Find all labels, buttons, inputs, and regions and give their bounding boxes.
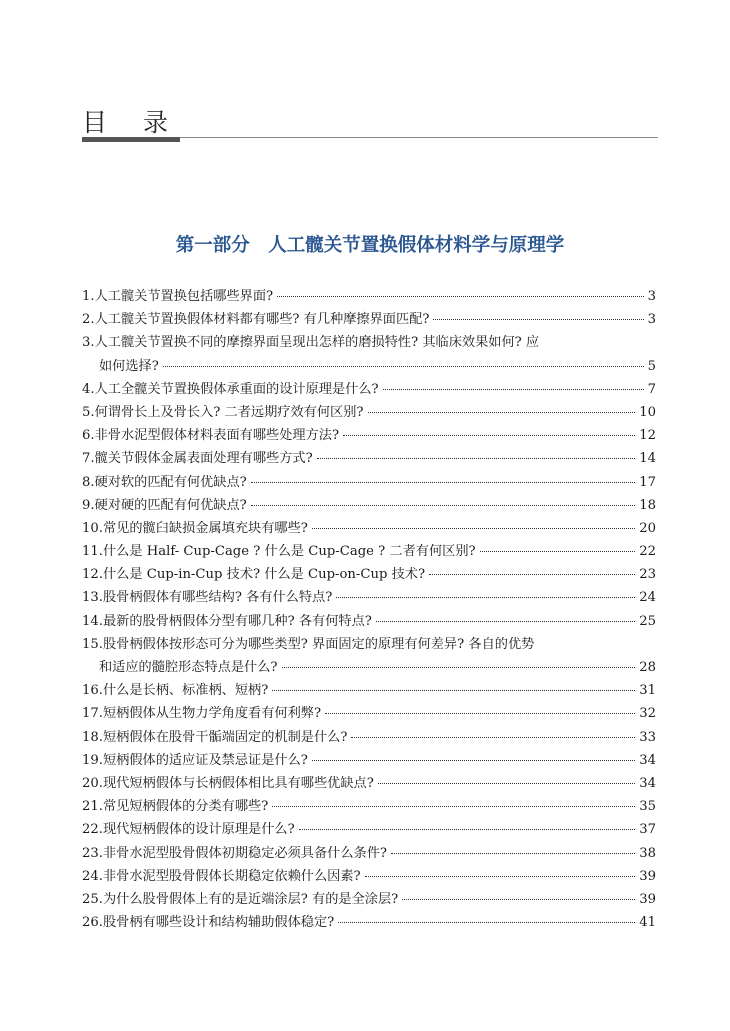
entry-title: 为什么股骨假体上有的是近端涂层? 有的是全涂层?	[102, 891, 399, 907]
entry-page-number: 22	[639, 544, 656, 560]
entry-page-number: 34	[639, 775, 656, 791]
entry-number: 8.	[82, 474, 95, 490]
entry-number: 19.	[82, 752, 103, 768]
entry-number: 18.	[82, 729, 103, 745]
entry-title: 人工髋关节置换包括哪些界面?	[94, 289, 274, 304]
entry-number: 9.	[82, 497, 95, 513]
dot-leader	[325, 713, 635, 714]
toc-entry[interactable]	[82, 633, 656, 656]
entry-title: 短柄假体在股骨干骺端固定的机制是什么?	[102, 729, 348, 745]
toc-entry[interactable]	[82, 865, 656, 888]
entry-number: 14.	[82, 613, 103, 629]
toc-entry[interactable]	[82, 331, 656, 354]
entry-number: 25.	[82, 891, 103, 907]
entry-number: 22.	[82, 822, 103, 838]
entry-title: 现代短柄假体的设计原理是什么?	[102, 822, 295, 838]
dot-leader	[343, 435, 635, 436]
toc-entry[interactable]	[82, 378, 656, 401]
entry-number: 13.	[82, 590, 103, 606]
toc-entry[interactable]	[82, 471, 656, 494]
dot-leader	[312, 528, 635, 529]
toc-entry[interactable]	[82, 610, 656, 633]
entry-number: 26.	[82, 915, 103, 931]
entry-number: 5.	[82, 404, 95, 420]
entry-page-number: 12	[639, 428, 656, 444]
entry-page-number: 34	[639, 752, 656, 768]
dot-leader	[312, 760, 635, 761]
entry-page-number: 38	[639, 845, 656, 861]
toc-entry-continuation[interactable]	[82, 355, 656, 378]
entry-page-number: 25	[639, 613, 656, 629]
toc-entry[interactable]	[82, 911, 656, 934]
entry-title: 髋关节假体金属表面处理有哪些方式?	[94, 451, 313, 467]
entry-page-number: 39	[639, 868, 656, 884]
dot-leader	[429, 574, 635, 575]
entry-number: 23.	[82, 845, 103, 861]
entry-number: 4.	[82, 381, 95, 397]
entry-page-number: 24	[639, 590, 656, 606]
toc-entry[interactable]	[82, 702, 656, 725]
entry-number: 10.	[82, 520, 103, 536]
entry-title: 硬对软的匹配有何优缺点?	[94, 474, 247, 490]
entry-page-number: 31	[639, 683, 656, 699]
entry-title: 人工全髋关节置换假体承重面的设计原理是什么?	[94, 381, 379, 397]
toc-entry[interactable]	[82, 749, 656, 772]
dot-leader	[336, 597, 635, 598]
entry-title: 非骨水泥型股骨假体初期稳定必须具备什么条件?	[102, 845, 387, 861]
heading-rule-accent	[82, 137, 180, 142]
dot-leader	[272, 806, 635, 807]
entry-number: 16.	[82, 683, 103, 699]
section-title: 第一部分 人工髋关节置换假体材料学与原理学	[175, 235, 565, 256]
entry-title: 什么是长柄、标准柄、短柄?	[102, 683, 269, 699]
toc-entry[interactable]	[82, 447, 656, 470]
dot-leader	[480, 551, 636, 552]
entry-page-number: 14	[639, 451, 656, 467]
entry-number: 7.	[82, 451, 95, 467]
entry-title: 现代短柄假体与长柄假体相比具有哪些优缺点?	[102, 775, 374, 791]
toc-entry[interactable]	[82, 888, 656, 911]
dot-leader	[338, 922, 635, 923]
toc-entry[interactable]	[82, 586, 656, 609]
entry-title: 短柄假体的适应证及禁忌证是什么?	[102, 752, 308, 768]
toc-entry[interactable]	[82, 563, 656, 586]
entry-title: 什么是 Half- Cup-Cage ? 什么是 Cup-Cage ? 二者有何区别?	[102, 544, 476, 560]
entry-number: 6.	[82, 428, 95, 444]
entry-title: 股骨柄有哪些设计和结构辅助假体稳定?	[102, 915, 335, 931]
toc-entry[interactable]	[82, 795, 656, 818]
toc-entry[interactable]	[82, 285, 656, 308]
dot-leader	[251, 505, 635, 506]
dot-leader	[251, 482, 635, 483]
dot-leader	[299, 829, 636, 830]
entry-title: 短柄假体从生物力学角度看有何利弊?	[102, 706, 322, 722]
entry-page-number: 18	[639, 497, 656, 513]
dot-leader	[376, 621, 635, 622]
toc-entry[interactable]	[82, 494, 656, 517]
dot-leader	[378, 783, 635, 784]
entry-title: 非骨水泥型假体材料表面有哪些处理方法?	[94, 428, 340, 444]
dot-leader	[402, 899, 635, 900]
dot-leader	[433, 319, 643, 320]
entry-number: 20.	[82, 775, 103, 791]
toc-entry[interactable]	[82, 842, 656, 865]
entry-page-number: 28	[639, 660, 656, 675]
entry-title: 股骨柄假体按形态可分为哪些类型? 界面固定的原理有何差异? 各自的优势	[102, 636, 535, 652]
toc-entry[interactable]	[82, 726, 656, 749]
toc-entry-continuation[interactable]	[82, 656, 656, 679]
entry-number: 12.	[82, 567, 103, 583]
dot-leader	[317, 458, 636, 459]
entry-number: 2.	[82, 312, 95, 328]
toc-entry[interactable]	[82, 540, 656, 563]
entry-page-number: 39	[639, 891, 656, 907]
entry-number: 17.	[82, 706, 103, 722]
entry-page-number: 33	[639, 729, 656, 745]
toc-entry[interactable]	[82, 818, 656, 841]
entry-title: 常见短柄假体的分类有哪些?	[102, 799, 269, 815]
toc-entry[interactable]	[82, 517, 656, 540]
toc-entry[interactable]	[82, 772, 656, 795]
entry-title: 何谓骨长上及骨长入? 二者远期疗效有何区别?	[94, 404, 364, 420]
entry-page-number: 35	[639, 799, 656, 815]
entry-number: 3.	[82, 335, 95, 351]
dot-leader	[272, 690, 635, 691]
dot-leader	[351, 737, 635, 738]
entry-page-number: 5	[647, 358, 656, 374]
entry-page-number: 10	[639, 404, 656, 420]
entry-page-number: 23	[639, 567, 656, 583]
entry-title: 常见的髋臼缺损金属填充块有哪些?	[102, 520, 308, 536]
entry-title: 什么是 Cup-in-Cup 技术? 什么是 Cup-on-Cup 技术?	[102, 567, 426, 583]
entry-title: 股骨柄假体有哪些结构? 各有什么特点?	[102, 590, 333, 606]
dot-leader	[163, 366, 644, 367]
entry-title: 非骨水泥型股骨假体长期稳定依赖什么因素?	[102, 868, 361, 884]
dot-leader	[365, 876, 636, 877]
dot-leader	[383, 389, 644, 390]
entry-page-number: 20	[639, 520, 656, 536]
entry-title: 人工髋关节置换假体材料都有哪些? 有几种摩擦界面匹配?	[94, 312, 430, 328]
entry-page-number: 3	[647, 312, 656, 328]
dot-leader	[282, 667, 636, 668]
dot-leader	[368, 412, 636, 413]
entry-title: 硬对硬的匹配有何优缺点?	[94, 497, 247, 513]
toc-entry[interactable]	[82, 308, 656, 331]
entry-number: 24.	[82, 868, 103, 884]
toc-entry[interactable]	[82, 401, 656, 424]
entry-number: 21.	[82, 799, 103, 815]
entry-title-continuation: 如何选择?	[99, 358, 159, 374]
toc-entry[interactable]	[82, 679, 656, 702]
toc-heading: 目 录	[82, 108, 182, 137]
entry-page-number: 32	[639, 706, 656, 722]
entry-page-number: 17	[639, 474, 656, 490]
entry-title: 人工髋关节置换不同的摩擦界面呈现出怎样的磨损特性? 其临床效果如何? 应	[94, 335, 540, 351]
dot-leader	[277, 296, 644, 297]
dot-leader	[391, 853, 635, 854]
entry-number: 11.	[82, 544, 103, 560]
entry-title-continuation: 和适应的髓腔形态特点是什么?	[99, 660, 278, 675]
toc-list	[82, 285, 656, 934]
entry-number: 1.	[82, 289, 95, 304]
entry-page-number: 3	[647, 289, 656, 304]
entry-title: 最新的股骨柄假体分型有哪几种? 各有何特点?	[102, 613, 372, 629]
entry-page-number: 7	[647, 381, 656, 397]
entry-page-number: 37	[639, 822, 656, 838]
entry-number: 15.	[82, 636, 103, 652]
toc-entry[interactable]	[82, 424, 656, 447]
entry-page-number: 41	[639, 915, 656, 931]
